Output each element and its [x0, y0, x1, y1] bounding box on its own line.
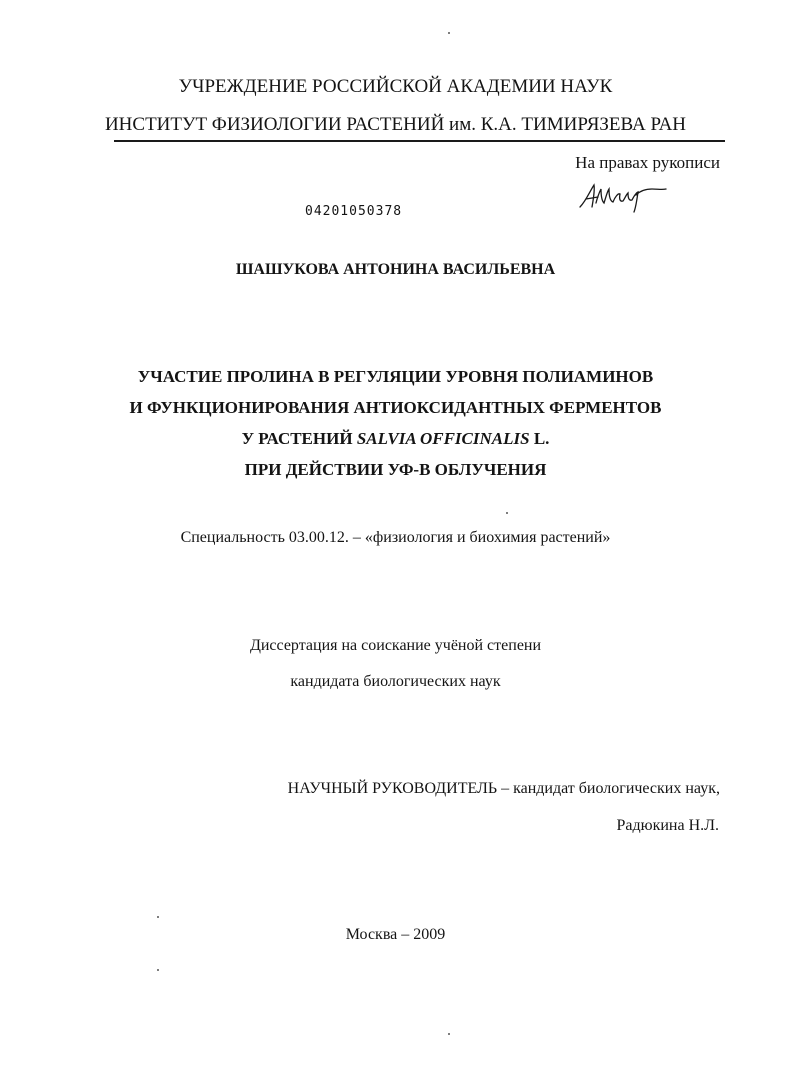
catalog-number: 04201050378 [305, 204, 403, 219]
manuscript-rights-note: На правах рукописи [575, 153, 720, 172]
title-line-4: ПРИ ДЕЙСТВИИ УФ-В ОБЛУЧЕНИЯ [244, 460, 547, 479]
dissertation-degree-line-2: кандидата биологических наук [290, 673, 501, 690]
specialty-line: Специальность 03.00.12. – «физиология и биохимия растений» [180, 529, 611, 546]
title-line-2: И ФУНКЦИОНИРОВАНИЯ АНТИОКСИДАНТНЫХ ФЕРМЕНТОВ [129, 398, 662, 417]
author-signature [576, 177, 668, 213]
header-divider [114, 140, 725, 142]
organization-name: УЧРЕЖДЕНИЕ РОССИЙСКОЙ АКАДЕМИИ НАУК [178, 76, 613, 97]
title-line-3 [0, 429, 791, 449]
city-year: Москва – 2009 [345, 926, 446, 943]
species-name: SALVIA OFFICINALIS [356, 429, 530, 448]
title-line-3-prefix: У РАСТЕНИЙ [241, 429, 357, 448]
title-line-1: УЧАСТИЕ ПРОЛИНА В РЕГУЛЯЦИИ УРОВНЯ ПОЛИАМИНОВ [137, 367, 654, 386]
scan-speck [157, 969, 159, 971]
scan-speck [506, 512, 508, 514]
dissertation-degree-line-1: Диссертация на соискание учёной степени [249, 637, 542, 654]
supervisor-line: НАУЧНЫЙ РУКОВОДИТЕЛЬ – кандидат биологических наук, [287, 780, 720, 797]
title-line-3-suffix: L. [529, 429, 550, 448]
supervisor-name: Радюкина Н.Л. [616, 817, 719, 834]
scan-speck [157, 916, 159, 918]
institute-name: ИНСТИТУТ ФИЗИОЛОГИИ РАСТЕНИЙ им. К.А. ТИМИРЯЗЕВА РАН [104, 114, 687, 135]
scan-speck [448, 1033, 450, 1035]
scan-speck [448, 32, 450, 34]
author-name: ШАШУКОВА АНТОНИНА ВАСИЛЬЕВНА [235, 261, 556, 278]
